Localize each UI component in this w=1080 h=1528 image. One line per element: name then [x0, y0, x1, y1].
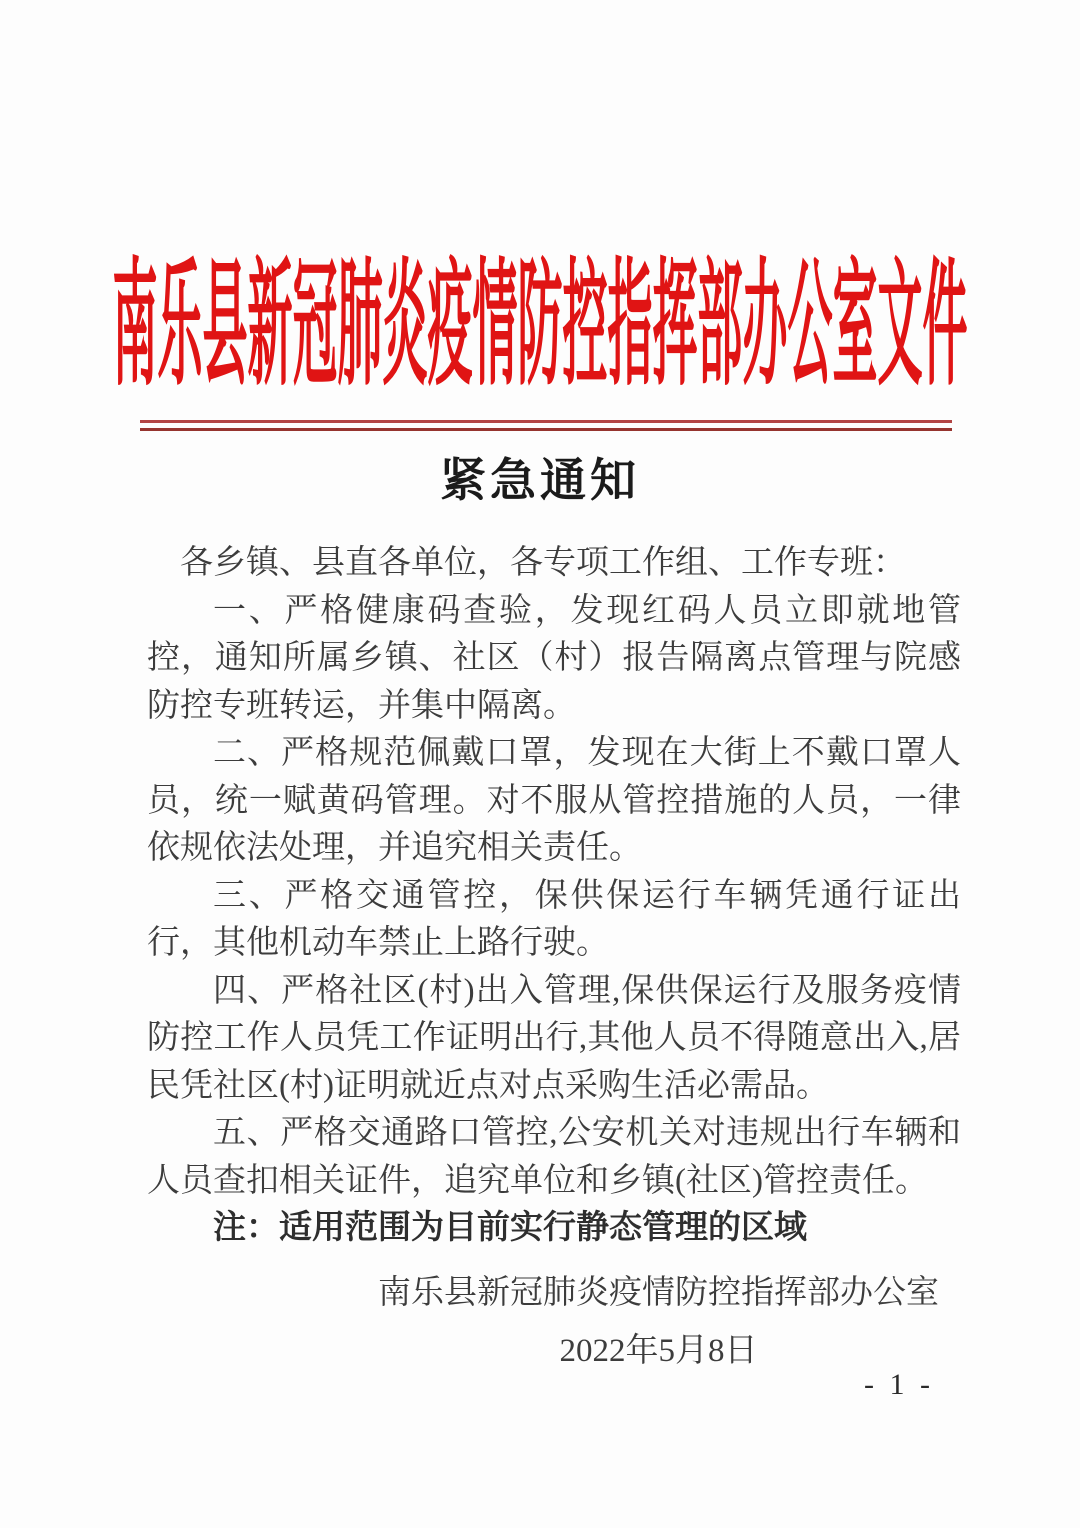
- issue-date: 2022年5月8日: [559, 1333, 758, 1369]
- salutation-line: 各乡镇、县直各单位，各专项工作组、工作专班：: [180, 545, 906, 581]
- paragraph-item-2: 二、严格规范佩戴口罩，发现在大街上不戴口罩人员，统一赋黄码管理。对不服从管控措施的人员，一律依规依法处理，并追究相关责任。: [147, 735, 961, 866]
- paragraph-item-3: 三、严格交通管控，保供保运行车辆凭通行证出行，其他机动车禁止上路行驶。: [147, 877, 961, 961]
- note-line: 注：适用范围为目前实行静态管理的区域: [213, 1210, 807, 1246]
- paragraph-item-5: 五、严格交通路口管控,公安机关对违规出行车辆和人员查扣相关证件，追究单位和乡镇(社区)管控责任。: [147, 1115, 961, 1199]
- document-title: 紧急通知: [440, 455, 640, 506]
- signature-block: [378, 1272, 939, 1372]
- document-body: [147, 540, 961, 1253]
- paragraph-item-1: 一、严格健康码查验，发现红码人员立即就地管控，通知所属乡镇、社区（村）报告隔离点管理与院感防控专班转运，并集中隔离。: [147, 592, 961, 724]
- issuing-office-signature: 南乐县新冠肺炎疫情防控指挥部办公室: [378, 1275, 939, 1311]
- paragraph-item-4: 四、严格社区(村)出入管理,保供保运行及服务疫情防控工作人员凭工作证明出行,其他人员不得随意出入,居民凭社区(村)证明就近点对点采购生活必需品。: [147, 972, 961, 1104]
- red-header-title: 南乐县新冠肺炎疫情防控指挥部办公室文件: [112, 249, 968, 403]
- page-number: - 1 -: [864, 1368, 934, 1401]
- red-double-rule: [140, 420, 952, 431]
